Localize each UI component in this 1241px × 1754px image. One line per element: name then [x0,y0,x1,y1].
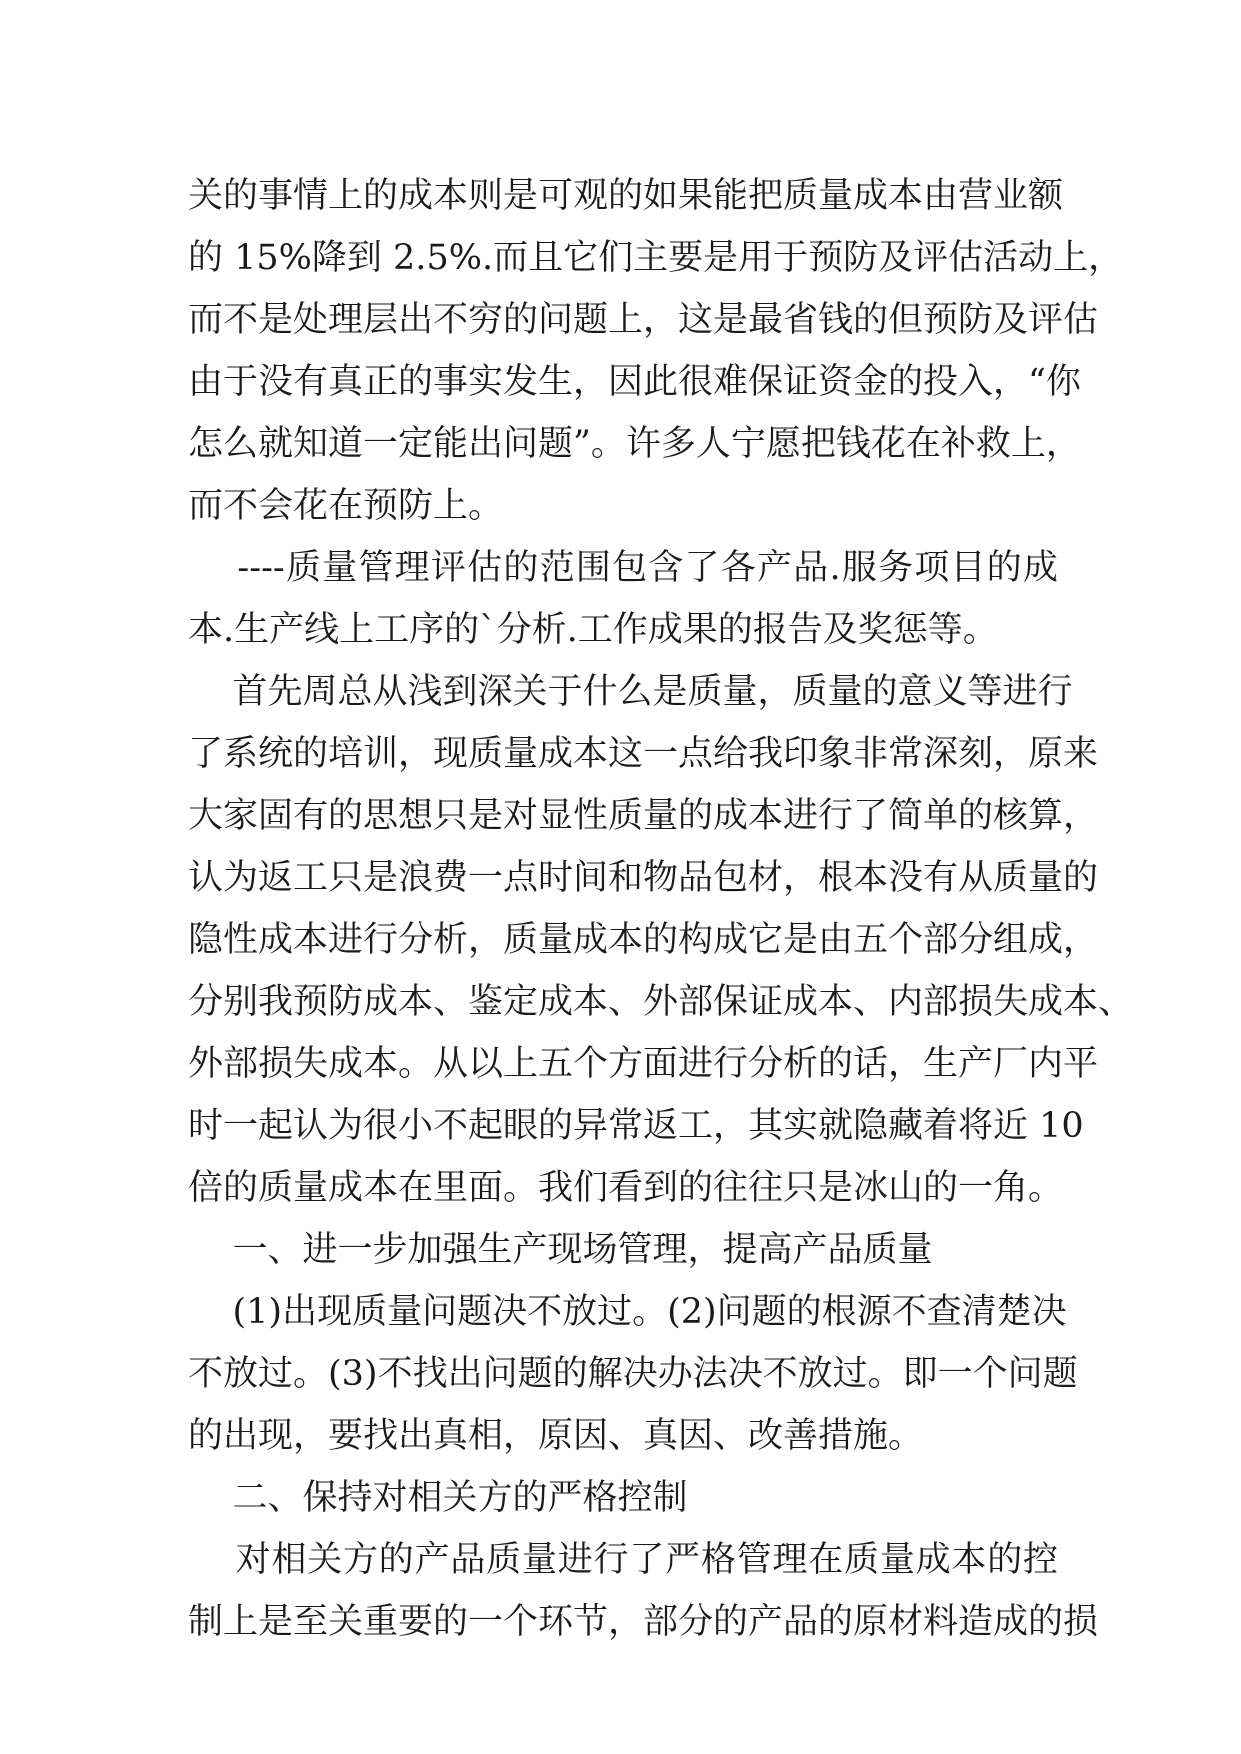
text-line: 二、保持对相关方的严格控制 [188,1478,688,1518]
text-line: 而不会花在预防上。 [188,486,504,526]
text-line: 大家固有的思想只是对显性质量的成本进行了简单的核算， [188,796,1099,836]
text-line: 对相关方的产品质量进行了严格管理在质量成本的控 [188,1540,1058,1580]
text-line: 的出现，要找出真相，原因、真因、改善措施。 [188,1416,924,1456]
text-line: 认为返工只是浪费一点时间和物品包材，根本没有从质量的 [188,858,1099,898]
text-line: 而不是处理层出不穷的问题上，这是最省钱的但预防及评估 [188,300,1099,340]
text-line: 外部损失成本。从以上五个方面进行分析的话，生产厂内平 [188,1044,1099,1084]
text-line: 的 15%降到 2.5%.而且它们主要是用于预防及评估活动上， [188,238,1124,278]
text-line: 本.生产线上工序的`分析.工作成果的报告及奖惩等。 [188,610,998,650]
text-line: 了系统的培训，现质量成本这一点给我印象非常深刻，原来 [188,734,1099,774]
text-line: ----质量管理评估的范围包含了各产品.服务项目的成 [188,548,1058,588]
text-line: (1)出现质量问题决不放过。(2)问题的根源不查清楚决 [188,1292,1067,1332]
text-line: 隐性成本进行分析，质量成本的构成它是由五个部分组成， [188,920,1099,960]
text-line: 时一起认为很小不起眼的异常返工，其实就隐藏着将近 10 [188,1106,1084,1146]
text-line: 由于没有真正的事实发生，因此很难保证资金的投入，“你 [188,362,1081,402]
text-line: 一、进一步加强生产现场管理，提高产品质量 [188,1230,933,1270]
text-line: 首先周总从浅到深关于什么是质量，质量的意义等进行 [188,672,1073,712]
text-line: 制上是至关重要的一个环节，部分的产品的原材料造成的损 [188,1602,1099,1642]
text-line: 关的事情上的成本则是可观的如果能把质量成本由营业额 [188,176,1064,216]
text-line: 倍的质量成本在里面。我们看到的往往只是冰山的一角。 [188,1168,1064,1208]
body-text [188,165,1134,1653]
text-line: 怎么就知道一定能出问题”。许多人宁愿把钱花在补救上， [188,424,1081,464]
text-line: 不放过。(3)不找出问题的解决办法决不放过。即一个问题 [188,1354,1078,1394]
text-line: 分别我预防成本、鉴定成本、外部保证成本、内部损失成本、 [188,982,1134,1022]
